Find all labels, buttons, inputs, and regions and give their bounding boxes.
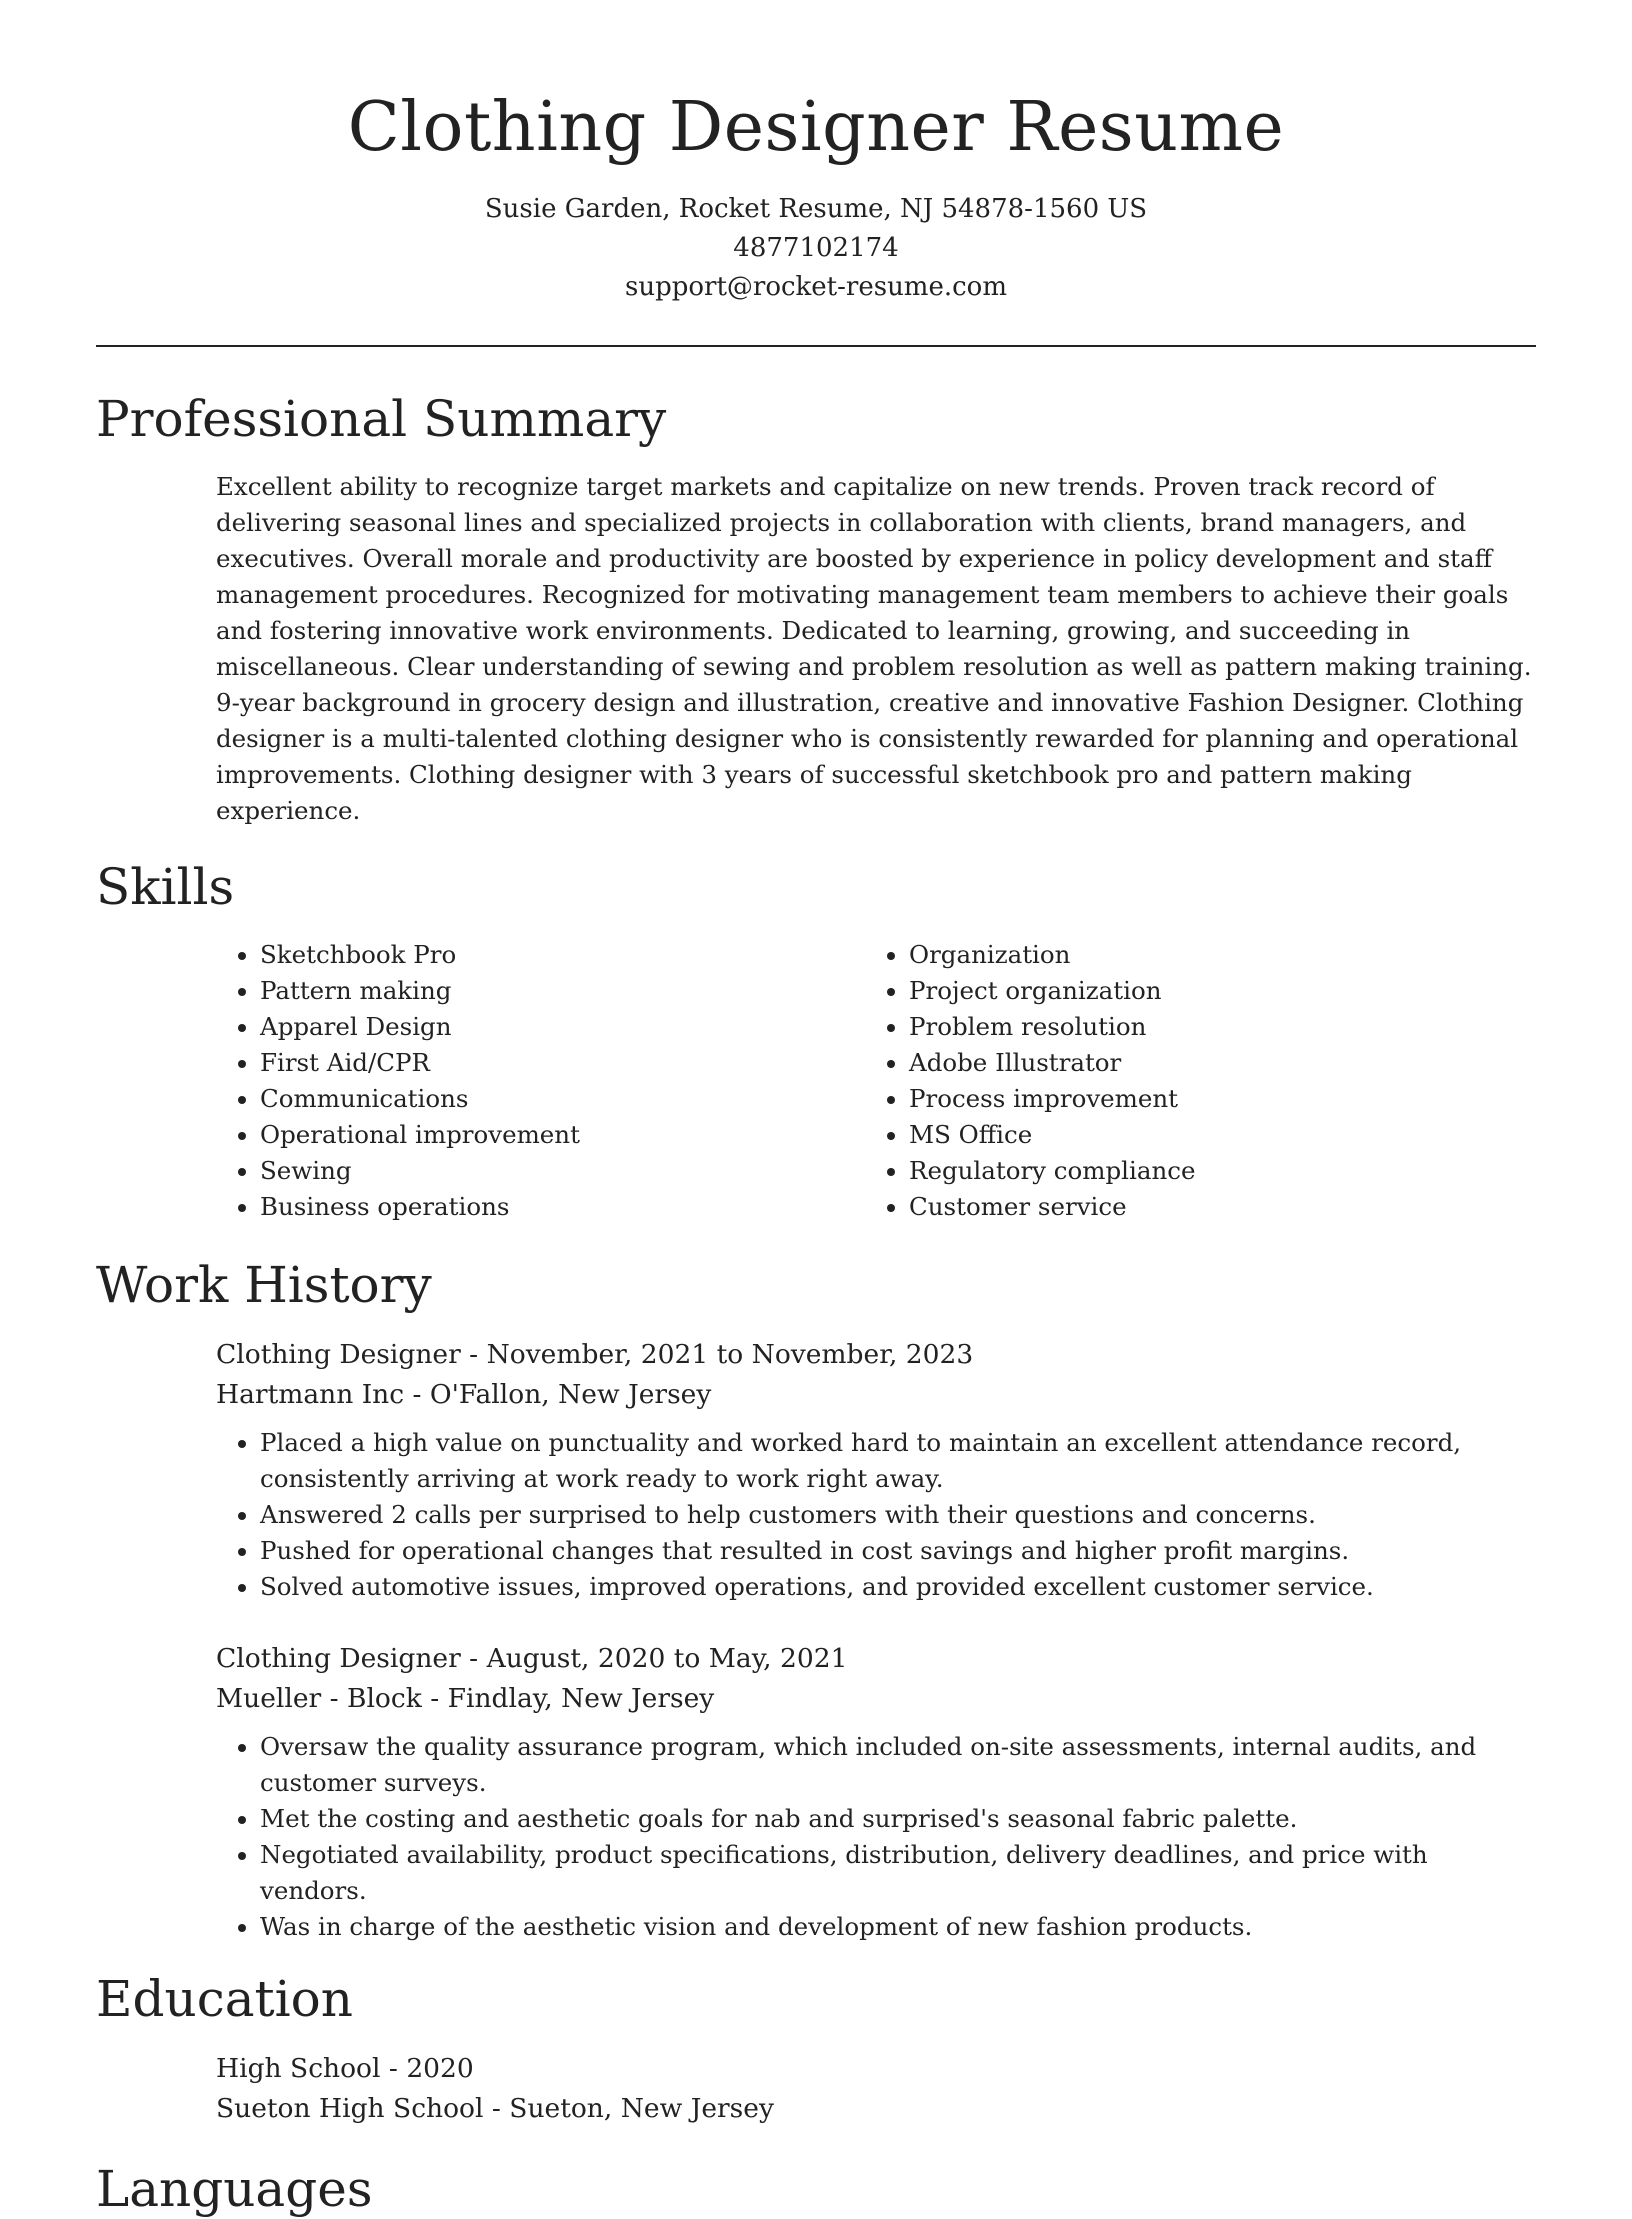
education-entry — [216, 2049, 1536, 2129]
section-heading-education: Education — [96, 1970, 353, 2028]
job-company-line: Mueller - Block - Findlay, New Jersey — [216, 1683, 715, 1714]
section-heading-work: Work History — [96, 1256, 432, 1314]
job-title: Clothing Designer — [216, 1643, 461, 1674]
skill-item: • Business operations — [260, 1189, 865, 1225]
education-year: 2020 — [406, 2053, 474, 2084]
section-heading-skills: Skills — [96, 858, 235, 916]
skill-item: • Organization — [909, 937, 1514, 973]
contact-info — [96, 190, 1536, 307]
job-bullet: • Negotiated availability, product specifications, distribution, delivery deadlines, and price with vendors. — [260, 1837, 1540, 1909]
job-dates: November, 2021 to November, 2023 — [486, 1339, 974, 1370]
job-title-line: Clothing Designer - November, 2021 to November, 2023 — [216, 1339, 974, 1370]
contact-phone: 4877102174 — [733, 233, 899, 263]
job-location: O'Fallon, New Jersey — [429, 1379, 712, 1410]
skill-item: • Project organization — [909, 973, 1514, 1009]
job-company: Hartmann Inc — [216, 1379, 405, 1410]
resume-page — [96, 0, 1536, 2219]
work-history-section — [96, 1255, 1536, 1945]
job-title-line: Clothing Designer - August, 2020 to May, 2021 — [216, 1643, 848, 1674]
languages-section — [96, 2159, 1536, 2219]
skill-item: • Sewing — [260, 1153, 865, 1189]
job-bullet: • Answered 2 calls per surprised to help customers with their questions and concerns. — [260, 1497, 1540, 1533]
education-section — [96, 1969, 1536, 2129]
job-location: Findlay, New Jersey — [447, 1683, 715, 1714]
skills-list-right — [865, 937, 1514, 1225]
job-entry — [216, 1639, 1536, 1945]
skills-list-left — [216, 937, 865, 1225]
section-heading-languages: Languages — [96, 2160, 373, 2218]
job-bullet: • Placed a high value on punctuality and worked hard to maintain an excellent attendance record, consistently arriving at work ready to work right away. — [260, 1425, 1540, 1497]
header-divider — [96, 345, 1536, 347]
summary-text: Excellent ability to recognize target markets and capitalize on new trends. Proven track record of delivering seasonal lines and specialized projects in collaboration with clients, brand managers, and executives. Overall morale and productivity are boosted by experience in policy development and staff management procedures. Recognized for motivating management team members to achieve their goals and fostering innovative work environments. Dedicated to learning, growing, and succeeding in miscellaneous. Clear understanding of sewing and problem resolution as well as pattern making training. 9-year background in grocery design and illustration, creative and innovative Fashion Designer. Clothing designer is a multi-talented clothing designer who is consistently rewarded for planning and operational improvements. Clothing designer with 3 years of successful sketchbook pro and pattern making experience. — [216, 472, 1532, 825]
skill-item: • Operational improvement — [260, 1117, 865, 1153]
job-bullet: • Solved automotive issues, improved operations, and provided excellent customer service. — [260, 1569, 1540, 1605]
skill-item: • MS Office — [909, 1117, 1514, 1153]
skill-item: • Process improvement — [909, 1081, 1514, 1117]
page-title: Clothing Designer Resume — [347, 88, 1285, 167]
skill-item: • Problem resolution — [909, 1009, 1514, 1045]
professional-summary-section — [96, 389, 1536, 829]
contact-email: support@rocket-resume.com — [624, 272, 1007, 302]
contact-address: Susie Garden, Rocket Resume, NJ 54878-1560 US — [484, 194, 1148, 224]
skills-columns — [216, 937, 1536, 1225]
job-bullet: • Pushed for operational changes that resulted in cost savings and higher profit margins. — [260, 1533, 1540, 1569]
skills-section — [96, 857, 1536, 1225]
skill-item: • Communications — [260, 1081, 865, 1117]
job-company: Mueller - Block — [216, 1683, 422, 1714]
skill-item: • Sketchbook Pro — [260, 937, 865, 973]
job-bullet: • Oversaw the quality assurance program, which included on-site assessments, internal audits, and customer surveys. — [260, 1729, 1540, 1801]
skill-item: • First Aid/CPR — [260, 1045, 865, 1081]
skill-item: • Adobe Illustrator — [909, 1045, 1514, 1081]
job-bullet: • Was in charge of the aesthetic vision and development of new fashion products. — [260, 1909, 1540, 1945]
skill-item: • Customer service — [909, 1189, 1514, 1225]
education-location: Sueton, New Jersey — [509, 2093, 774, 2124]
job-title: Clothing Designer — [216, 1339, 461, 1370]
section-heading-summary: Professional Summary — [96, 390, 667, 448]
education-school-line: Sueton High School - Sueton, New Jersey — [216, 2093, 774, 2124]
job-company-line: Hartmann Inc - O'Fallon, New Jersey — [216, 1379, 712, 1410]
job-bullets — [216, 1729, 1536, 1945]
skill-item: • Regulatory compliance — [909, 1153, 1514, 1189]
job-bullet: • Met the costing and aesthetic goals for nab and surprised's seasonal fabric palette. — [260, 1801, 1540, 1837]
education-degree: High School — [216, 2053, 381, 2084]
job-dates: August, 2020 to May, 2021 — [486, 1643, 848, 1674]
education-school: Sueton High School — [216, 2093, 484, 2124]
education-degree-line: High School - 2020 — [216, 2053, 474, 2084]
skill-item: • Apparel Design — [260, 1009, 865, 1045]
skill-item: • Pattern making — [260, 973, 865, 1009]
job-bullets — [216, 1425, 1536, 1605]
job-entry — [216, 1335, 1536, 1605]
